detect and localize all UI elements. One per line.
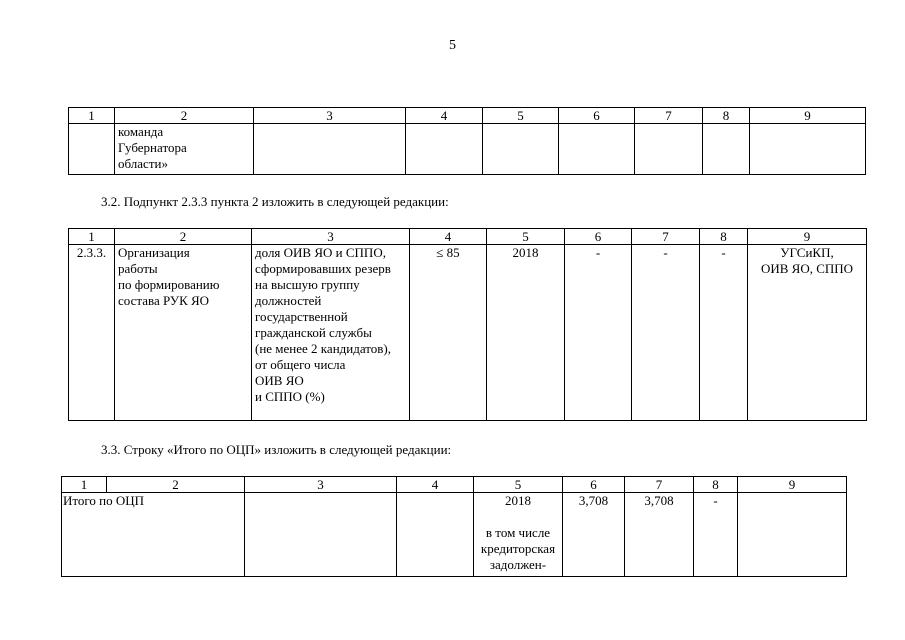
header-cell: 4 xyxy=(397,477,474,493)
header-cell: 3 xyxy=(254,108,406,124)
table-cell xyxy=(483,124,559,175)
table-cell xyxy=(559,124,635,175)
header-cell: 8 xyxy=(694,477,738,493)
page-number: 5 xyxy=(449,38,456,53)
header-cell: 8 xyxy=(700,229,748,245)
table-cell xyxy=(738,493,847,577)
table-row xyxy=(69,245,867,421)
table-cell xyxy=(254,124,406,175)
header-cell: 5 xyxy=(483,108,559,124)
table-row xyxy=(62,493,847,577)
table-header-row xyxy=(62,477,847,493)
header-cell: 3 xyxy=(252,229,410,245)
header-cell: 7 xyxy=(625,477,694,493)
table-cell: Итого по ОЦП xyxy=(62,493,245,577)
header-cell: 6 xyxy=(565,229,632,245)
table-cell xyxy=(69,124,115,175)
table-cell xyxy=(750,124,866,175)
table-cell: - xyxy=(632,245,700,421)
header-cell: 9 xyxy=(750,108,866,124)
table-cell xyxy=(635,124,703,175)
header-cell: 2 xyxy=(115,108,254,124)
table-header-row xyxy=(69,229,867,245)
table-cell: УГСиКП, ОИВ ЯО, СППО xyxy=(748,245,867,421)
table-header-row xyxy=(69,108,866,124)
header-cell: 3 xyxy=(245,477,397,493)
header-cell: 4 xyxy=(406,108,483,124)
table-cell: - xyxy=(565,245,632,421)
paragraph-3-3: 3.3. Строку «Итого по ОЦП» изложить в следующей редакции: xyxy=(101,442,452,457)
header-cell: 8 xyxy=(703,108,750,124)
table-cell: 2018 в том числе кредиторская задолжен- xyxy=(474,493,563,577)
paragraph-3-2: 3.2. Подпункт 2.3.3 пункта 2 изложить в следующей редакции: xyxy=(101,194,449,209)
header-cell: 5 xyxy=(474,477,563,493)
table-cell: доля ОИВ ЯО и СППО, сформировавших резерв на высшую группу должностей государственной гражданской службы (не менее 2 кандидатов), от общего числа ОИВ ЯО и СППО (%) xyxy=(252,245,410,421)
table-cell xyxy=(703,124,750,175)
header-cell: 1 xyxy=(69,229,115,245)
header-cell: 6 xyxy=(559,108,635,124)
table-cell: 3,708 xyxy=(625,493,694,577)
table-cell xyxy=(406,124,483,175)
header-cell: 1 xyxy=(69,108,115,124)
table-item-2-3-3 xyxy=(68,228,867,421)
header-cell: 9 xyxy=(738,477,847,493)
header-cell: 9 xyxy=(748,229,867,245)
table-row xyxy=(69,124,866,175)
table-cell: 3,708 xyxy=(563,493,625,577)
table-total xyxy=(61,476,847,577)
table-cell: Организация работы по формированию состава РУК ЯО xyxy=(115,245,252,421)
header-cell: 7 xyxy=(632,229,700,245)
table-continuation xyxy=(68,107,866,175)
table-cell: - xyxy=(694,493,738,577)
header-cell: 2 xyxy=(107,477,245,493)
header-cell: 2 xyxy=(115,229,252,245)
table-cell: 2.3.3. xyxy=(69,245,115,421)
table-cell: команда Губернатора области» xyxy=(115,124,254,175)
header-cell: 4 xyxy=(410,229,487,245)
table-cell: 2018 xyxy=(487,245,565,421)
header-cell: 7 xyxy=(635,108,703,124)
header-cell: 5 xyxy=(487,229,565,245)
header-cell: 6 xyxy=(563,477,625,493)
table-cell xyxy=(245,493,397,577)
table-cell: - xyxy=(700,245,748,421)
table-cell xyxy=(397,493,474,577)
table-cell: ≤ 85 xyxy=(410,245,487,421)
header-cell: 1 xyxy=(62,477,107,493)
